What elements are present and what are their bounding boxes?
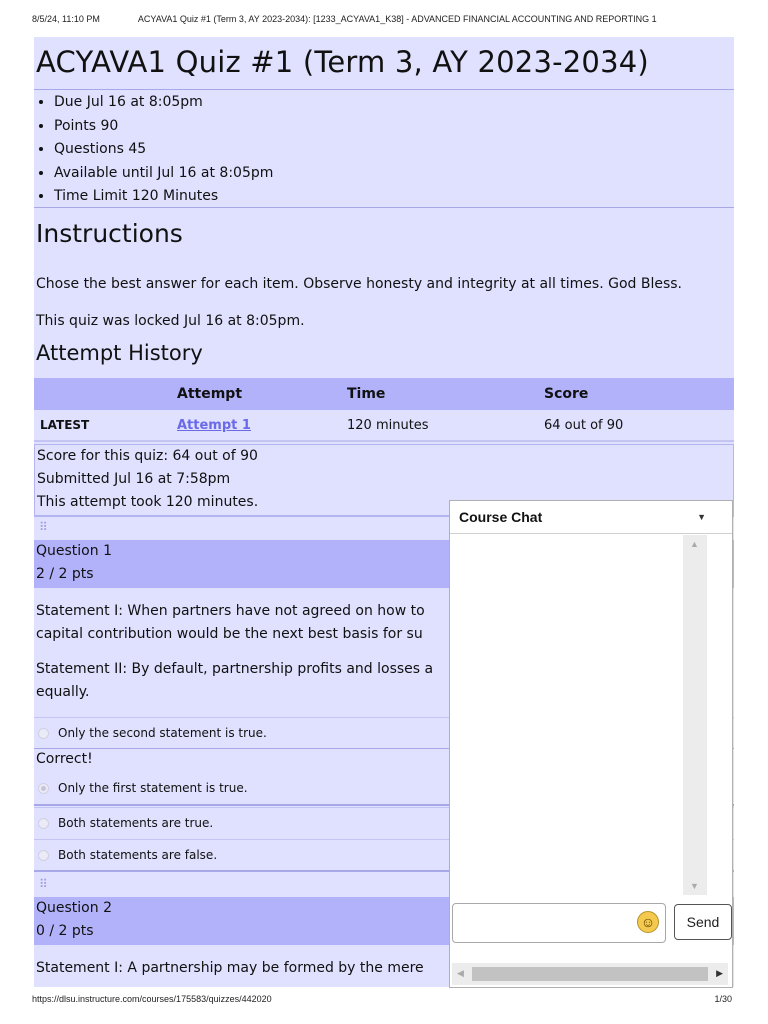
column-header-time: Time bbox=[341, 378, 538, 410]
question-title: Question 2 bbox=[36, 900, 112, 916]
send-button[interactable]: Send bbox=[674, 904, 732, 940]
answer-text: Both statements are true. bbox=[58, 816, 214, 830]
detail-available: • Available until Jul 16 at 8:05pm bbox=[54, 162, 273, 186]
detail-due: • Due Jul 16 at 8:05pm bbox=[54, 91, 273, 115]
column-header-score: Score bbox=[538, 378, 734, 410]
scrollbar-thumb[interactable] bbox=[472, 967, 708, 981]
correct-label: Correct! bbox=[36, 751, 93, 767]
statement-line: capital contribution would be the next best basis for su bbox=[36, 626, 423, 642]
chat-vertical-scrollbar[interactable] bbox=[683, 535, 707, 895]
detail-questions: • Questions 45 bbox=[54, 138, 273, 162]
detail-time-limit: • Time Limit 120 Minutes bbox=[54, 185, 273, 209]
course-chat-panel bbox=[449, 500, 733, 988]
column-header bbox=[34, 378, 171, 410]
duration-summary: This attempt took 120 minutes. bbox=[37, 494, 259, 510]
answer-text: Both statements are false. bbox=[58, 848, 218, 862]
time-cell: 120 minutes bbox=[341, 410, 538, 441]
statement-line: equally. bbox=[36, 684, 90, 700]
radio-button[interactable] bbox=[38, 818, 49, 829]
table-row bbox=[34, 410, 734, 441]
latest-label: LATEST bbox=[34, 410, 171, 441]
caret-down-icon[interactable]: ▼ bbox=[697, 512, 706, 522]
scroll-right-icon[interactable]: ▶ bbox=[716, 968, 723, 978]
question-points: 0 / 2 pts bbox=[36, 923, 94, 939]
divider bbox=[34, 89, 734, 90]
detail-points: • Points 90 bbox=[54, 115, 273, 139]
attempt-history-heading: Attempt History bbox=[36, 341, 203, 365]
smiley-emoji-icon[interactable]: ☺ bbox=[637, 911, 659, 933]
attempt-link[interactable]: Attempt 1 bbox=[177, 417, 251, 433]
locked-notice: This quiz was locked Jul 16 at 8:05pm. bbox=[36, 313, 305, 329]
print-url: https://dlsu.instructure.com/courses/175583/quizzes/442020 bbox=[32, 994, 272, 1004]
column-header-attempt: Attempt bbox=[171, 378, 341, 410]
scroll-up-icon[interactable]: ▲ bbox=[690, 539, 699, 549]
question-statement bbox=[36, 600, 425, 646]
print-page-title: ACYAVA1 Quiz #1 (Term 3, AY 2023-2034): [1233_ACYAVA1_K38] - ADVANCED FINANCIAL ACCOUNTING AND REPORTING 1 bbox=[137, 14, 657, 24]
statement-line: Statement II: By default, partnership profits and losses a bbox=[36, 661, 434, 677]
answer-text: Only the second statement is true. bbox=[58, 726, 267, 740]
statement-line: Statement I: A partnership may be formed by the mere bbox=[36, 960, 424, 976]
print-header bbox=[32, 14, 732, 28]
radio-button-selected[interactable] bbox=[38, 783, 49, 794]
table-header-row bbox=[34, 378, 734, 410]
scroll-down-icon[interactable]: ▼ bbox=[690, 881, 699, 891]
scroll-left-icon[interactable]: ◀ bbox=[457, 968, 464, 978]
quiz-title: ACYAVA1 Quiz #1 (Term 3, AY 2023-2034) bbox=[36, 45, 649, 79]
quiz-details bbox=[36, 91, 273, 209]
attempt-cell bbox=[171, 410, 341, 441]
drag-handle-icon[interactable]: ⠿ bbox=[39, 877, 47, 891]
score-cell: 64 out of 90 bbox=[538, 410, 734, 441]
drag-handle-icon[interactable]: ⠿ bbox=[39, 520, 47, 534]
submitted-summary: Submitted Jul 16 at 7:58pm bbox=[37, 471, 231, 487]
score-summary: Score for this quiz: 64 out of 90 bbox=[37, 448, 258, 464]
attempt-history-table bbox=[34, 378, 734, 442]
question-statement bbox=[36, 658, 433, 704]
instructions-heading: Instructions bbox=[36, 219, 183, 248]
print-datetime: 8/5/24, 11:10 PM bbox=[32, 14, 100, 24]
question-statement bbox=[36, 957, 424, 980]
instructions-text: Chose the best answer for each item. Observe honesty and integrity at all times. God Bless. bbox=[36, 276, 683, 292]
chat-message-input[interactable] bbox=[452, 903, 666, 943]
answer-text: Only the first statement is true. bbox=[58, 781, 248, 795]
chat-header[interactable] bbox=[450, 501, 732, 534]
question-title: Question 1 bbox=[36, 543, 112, 559]
statement-line: Statement I: When partners have not agreed on how to bbox=[36, 603, 425, 619]
divider bbox=[34, 207, 734, 208]
print-page-number: 1/30 bbox=[714, 994, 732, 1004]
print-footer bbox=[32, 994, 732, 1008]
chat-horizontal-scrollbar[interactable] bbox=[452, 963, 728, 985]
radio-button[interactable] bbox=[38, 850, 49, 861]
radio-button[interactable] bbox=[38, 728, 49, 739]
question-points: 2 / 2 pts bbox=[36, 566, 94, 582]
chat-title: Course Chat bbox=[459, 509, 543, 525]
